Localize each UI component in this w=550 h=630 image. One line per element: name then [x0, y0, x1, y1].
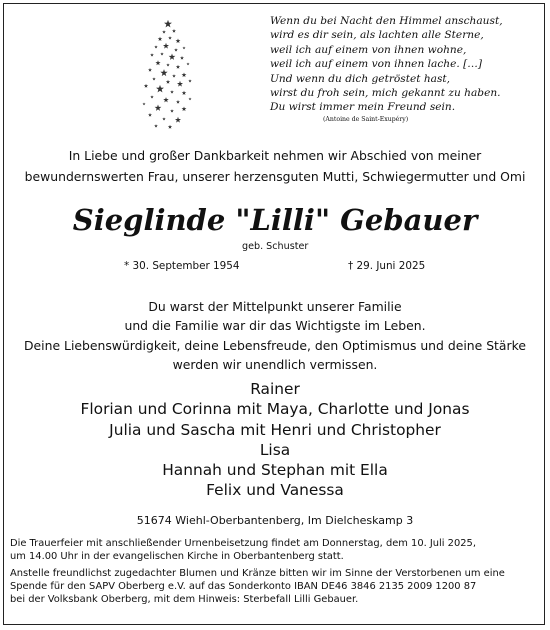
star-icon — [176, 65, 180, 69]
star-icon — [164, 20, 172, 27]
tribute-line: Du warst der Mittelpunkt unserer Familie — [148, 299, 402, 314]
star-icon — [155, 104, 162, 110]
death-date: † 29. Juni 2025 — [348, 260, 426, 272]
poem-line: weil ich auf einem von ihnen wohne, — [270, 43, 467, 56]
star-icon — [160, 52, 163, 55]
star-icon — [162, 117, 165, 120]
intro-line: In Liebe und großer Dankbarkeit nehmen wir Abschied von meiner — [68, 148, 482, 163]
poem-author: (Antoine de Saint-Exupéry) — [323, 115, 409, 123]
star-icon — [148, 68, 152, 72]
family-member: Hannah und Stephan mit Ella — [162, 461, 388, 480]
family-member: Julia und Sascha mit Henri und Christopher — [109, 420, 441, 439]
donation-line: Anstelle freundlichst zugedachter Blumen und Kränze bitten wir im Sinne der Verstorbenen um eine — [10, 568, 505, 579]
star-icon — [176, 38, 181, 43]
star-icon — [156, 85, 164, 93]
family-member: Lisa — [259, 440, 291, 459]
star-icon — [188, 79, 191, 82]
star-icon — [182, 72, 187, 77]
maiden-name: geb. Schuster — [242, 241, 309, 252]
funeral-notice — [10, 537, 540, 606]
star-icon — [155, 60, 160, 65]
star-icon — [152, 77, 155, 80]
poem-line: weil ich auf einem von ihnen lache. […] — [270, 58, 482, 71]
funeral-line: um 14.00 Uhr in der evangelischen Kirche in Oberbantenberg statt. — [10, 551, 344, 562]
star-icon — [158, 37, 163, 41]
poem-line: Du wirst immer mein Freund sein. — [270, 101, 456, 114]
birth-date: * 30. September 1954 — [124, 260, 240, 272]
donation-line: Spende für den SAPV Oberberg e.V. auf das Sonderkonto IBAN DE46 3846 2135 2009 1200 87 — [10, 581, 477, 592]
star-icon — [163, 97, 168, 102]
star-icon — [186, 62, 189, 65]
poem-line: wirst du froh sein, mich gekannt zu haben. — [270, 87, 501, 100]
star-icon — [170, 90, 174, 93]
star-icon — [150, 53, 154, 56]
star-icon — [169, 53, 176, 59]
tribute-line: werden wir unendlich vermissen. — [172, 356, 378, 372]
star-icon — [174, 48, 178, 51]
star-icon — [166, 63, 169, 66]
star-icon — [172, 74, 176, 77]
poem-quote — [270, 14, 540, 124]
tribute-text — [0, 297, 550, 374]
poem-line: Und wenn du dich getröstet hast, — [270, 72, 451, 85]
family-address: 51674 Wiehl-Oberbantenberg, Im Dielcheskamp 3 — [136, 514, 414, 527]
star-icon — [166, 80, 170, 84]
star-tree-icon — [138, 20, 202, 130]
star-icon — [154, 124, 158, 127]
star-icon — [144, 84, 148, 88]
funeral-line: Die Trauerfeier mit anschließender Urnenbeisetzung findet am Donnerstag, dem 10. Juli 2025, — [10, 538, 476, 549]
intro-text — [0, 145, 550, 187]
star-icon — [182, 106, 187, 111]
star-icon — [150, 95, 153, 98]
star-icon — [170, 109, 174, 112]
star-icon — [154, 45, 157, 48]
star-icon — [177, 81, 183, 87]
star-icon — [182, 91, 187, 95]
star-icon — [172, 29, 176, 33]
family-member: Rainer — [250, 380, 300, 398]
donation-line: bei der Volksbank Oberberg, mit dem Hinweis: Sterbefall Lilli Gebauer. — [10, 594, 359, 605]
star-icon — [168, 36, 172, 39]
tribute-line: Deine Liebenswürdigkeit, deine Lebensfreude, den Optimismus und deine Stärke — [24, 337, 526, 353]
poem-line: wird es dir sein, als lachten alle Sterne, — [270, 29, 484, 42]
star-icon — [148, 113, 152, 117]
star-icon — [175, 117, 181, 123]
star-icon — [168, 125, 172, 129]
intro-line: bewundernswerten Frau, unserer herzensguten Mutti, Schwiegermutter und Omi — [24, 169, 526, 184]
star-icon — [162, 30, 166, 33]
deceased-name: Sieglinde "Lilli" Gebauer — [72, 203, 478, 237]
star-icon — [142, 102, 145, 105]
star-icon — [176, 100, 180, 104]
star-icon — [160, 69, 167, 76]
star-icon — [182, 46, 185, 49]
star-icon — [163, 43, 169, 49]
family-member: Felix und Vanessa — [206, 481, 344, 500]
poem-line: Wenn du bei Nacht den Himmel anschaust, — [270, 15, 503, 27]
star-icon — [180, 56, 184, 60]
star-icon — [188, 97, 191, 100]
tribute-line: und die Familie war dir das Wichtigste im Leben. — [124, 318, 426, 334]
family-member: Florian und Corinna mit Maya, Charlotte und Jonas — [80, 400, 470, 419]
family-list — [0, 379, 550, 501]
